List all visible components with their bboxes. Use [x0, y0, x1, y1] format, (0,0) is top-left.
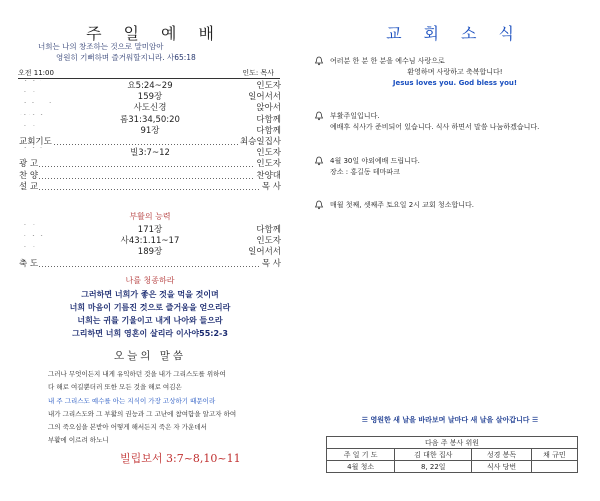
service-passage: 171장	[18, 225, 282, 236]
hymn-line: 그리하면 너희 영혼이 살리라 이사야55:2-3	[72, 329, 228, 338]
service-row	[18, 182, 282, 193]
service-duty-table	[326, 436, 578, 473]
service-role: 다함께	[256, 125, 281, 136]
service-role: 일어서서	[248, 247, 281, 258]
duty-cell: 김 대한 집사	[395, 449, 472, 461]
service-item: 설 교	[19, 181, 39, 192]
header-verse	[38, 41, 196, 63]
service-role: 목 사	[261, 258, 281, 269]
sermon-line: 내가 그리스도와 그 부활의 권능과 그 고난에 참여함을 알고자 하여	[48, 409, 237, 418]
service-role: 다함께	[256, 114, 281, 125]
duty-cell: 성경 봉독	[472, 449, 531, 461]
service-passage: 91장	[18, 126, 282, 137]
sermon-line: 그의 죽으심을 본받아 어떻게 해서든지 죽은 자 가운데서	[48, 423, 207, 432]
service-role: 인도자	[256, 236, 281, 247]
service-role: 일어서서	[248, 92, 281, 103]
service-header	[18, 68, 280, 79]
service-row	[18, 171, 282, 182]
service-row	[18, 126, 282, 137]
service-passage: 사도신경	[18, 103, 282, 114]
hymn-line: 너희 마음이 기름진 것으로 즐거움을 얻으리라	[69, 303, 231, 312]
service-row	[18, 92, 282, 103]
service-row	[18, 236, 282, 247]
service-row	[18, 137, 282, 148]
service-row	[18, 81, 282, 92]
worship-title: 주일예배	[86, 24, 236, 43]
service-row	[18, 259, 282, 270]
order-of-service-2	[18, 225, 282, 270]
sermon-line: 다 해로 여길뿐더러 또한 모든 것을 해로 여김은	[48, 383, 182, 392]
duty-cell: 주 일 기 도	[327, 449, 395, 461]
right-page	[300, 0, 600, 501]
service-role: 인도자	[256, 81, 281, 91]
bell-icon	[314, 200, 324, 210]
hymn-title: 나를 청종하라	[125, 276, 175, 285]
header-verse-line-1: 너희는 나의 창조하는 것으로 말미암아	[38, 42, 164, 51]
service-role: 인도자	[256, 148, 281, 159]
service-passage: 159장	[18, 92, 282, 103]
service-role: 앉아서	[256, 103, 281, 114]
order-of-service	[18, 81, 282, 193]
service-row	[18, 148, 282, 159]
service-passage: 189장	[18, 247, 282, 258]
service-row	[18, 159, 282, 170]
news-line: 환영하며 사랑하고 축복합니다!	[407, 68, 503, 76]
sermon-topic: 부활의 능력	[129, 212, 171, 221]
service-role: 인도자	[256, 159, 281, 170]
service-role: 다함께	[256, 225, 281, 235]
header-verse-line-2: 영원히 기뻐하며 즐거워할지니라. 사65:18	[56, 53, 196, 62]
duty-cell: 식사 당번	[472, 461, 531, 473]
service-row	[18, 247, 282, 258]
news-line: 여러분 한 분 한 분을 예수님 사랑으로	[330, 57, 445, 65]
service-role: 목 사	[261, 181, 281, 192]
todays-word-title: 오늘의 말씀	[113, 350, 187, 362]
duty-cell	[531, 461, 577, 473]
news-line: 매월 첫째, 셋째주 토요일 2시 교회 청소합니다.	[330, 201, 474, 209]
service-item: 축 도	[19, 258, 39, 269]
service-item: 교회기도	[19, 136, 52, 147]
service-passage: 롬31:34,50:20	[18, 115, 282, 126]
bell-icon	[314, 56, 324, 66]
duty-cell: 채 규민	[531, 449, 577, 461]
service-time: 오전 11:00	[18, 69, 54, 77]
sermon-line: 내 주 그리스도 예수를 아는 지식이 가장 고상하기 때문이라	[48, 396, 216, 405]
service-row	[18, 225, 282, 236]
service-role: 최승일집사	[239, 136, 281, 147]
service-leader: 인도: 목사	[242, 69, 274, 77]
hymn-verses	[0, 288, 300, 340]
news-line: 부활주일입니다.	[330, 112, 380, 120]
duty-cell: 8, 22일	[395, 461, 472, 473]
news-line: 예배후 식사가 준비되어 있습니다. 식사 하면서 말씀 나눔하겠습니다.	[330, 123, 540, 131]
todays-word-text	[48, 368, 236, 448]
service-passage: 빌3:7~12	[18, 148, 282, 159]
duty-table-title: 다음 주 봉사 위원	[327, 437, 578, 449]
news-line: 장소 : 홍길동 테마파크	[330, 168, 400, 176]
sermon-line: 그러나 무엇이든지 내게 유익하던 것을 내가 그리스도를 위하여	[48, 370, 226, 378]
service-role: 찬양대	[256, 170, 281, 181]
service-item: 찬 양	[19, 170, 39, 181]
hymn-line: 너희는 귀를 기울이고 내게 나아와 들으라	[77, 316, 223, 325]
service-passage: 요5:24~29	[18, 81, 282, 92]
service-row	[18, 103, 282, 114]
duty-cell: 4월 청소	[327, 461, 395, 473]
hymn-line: 그러하면 너희가 좋은 것을 먹을 것이며	[81, 290, 219, 299]
church-news-title: 교회소식	[386, 24, 536, 43]
bell-icon	[314, 156, 324, 166]
service-row	[18, 115, 282, 126]
service-item: 광 고	[19, 159, 39, 170]
scripture-reference: 빌립보서 3:7~8,10~11	[120, 452, 241, 465]
sermon-line: 부활에 이르려 하노니	[48, 436, 109, 445]
bell-icon	[314, 111, 324, 121]
news-line: 4월 30일 야외예배 드립니다.	[330, 157, 420, 165]
news-line: Jesus loves you. God bless you!	[392, 79, 518, 87]
motto-banner: ☰ 영원한 새 날을 바라보며 날마다 새 날을 살아갑니다 ☰	[361, 416, 539, 424]
service-passage: 사43:1.11~17	[18, 236, 282, 247]
